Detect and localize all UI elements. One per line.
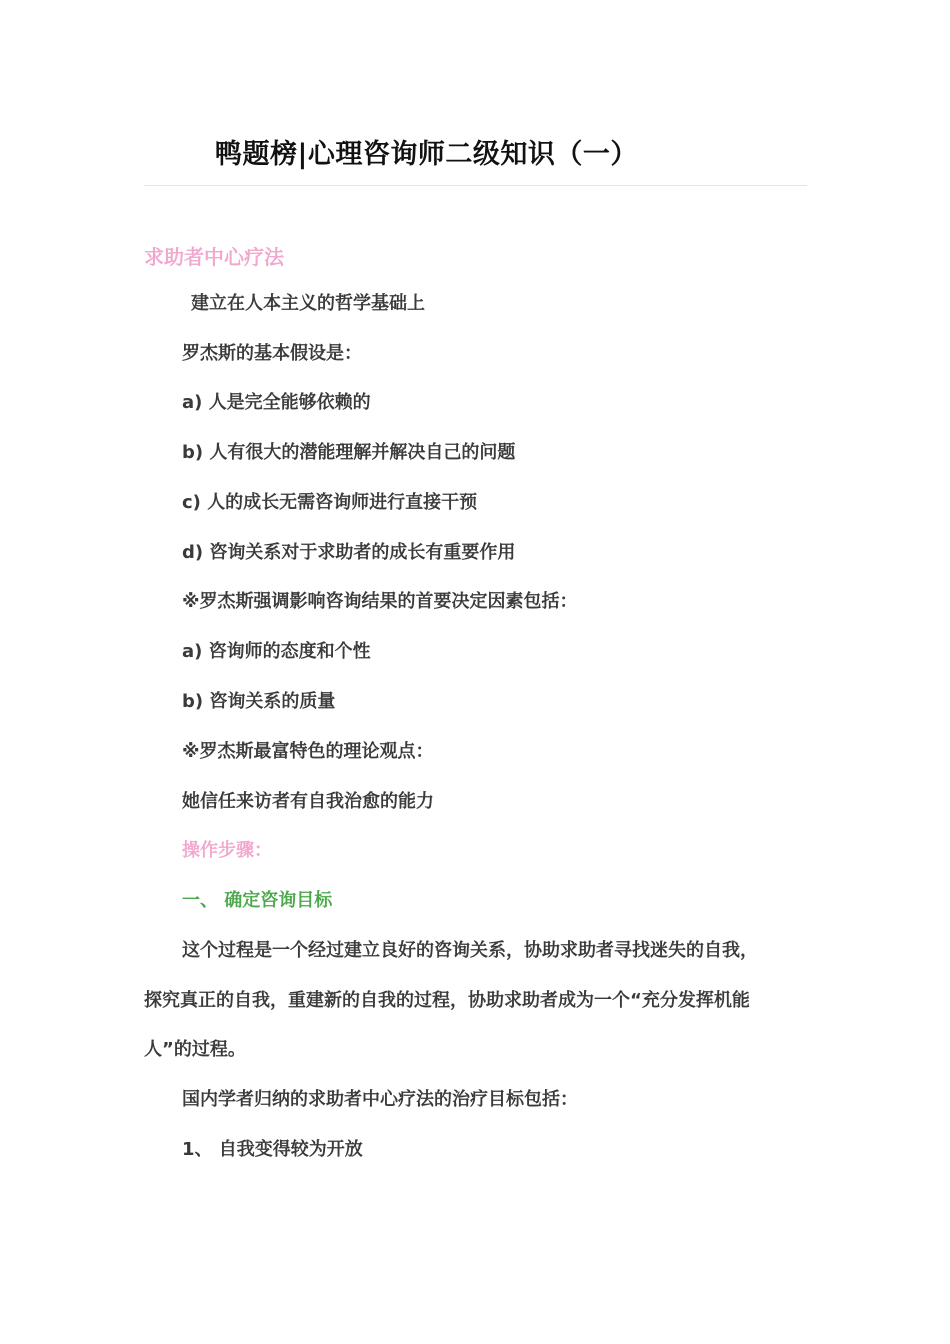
body-line: 罗杰斯的基本假设是： [182, 343, 362, 364]
paragraph-line: 这个过程是一个经过建立良好的咨询关系，协助求助者寻找迷失的自我， [182, 940, 758, 961]
page-title: 鸭题榜|心理咨询师二级知识（一） [215, 139, 638, 170]
paragraph-line: 人”的过程。 [144, 1039, 246, 1060]
list-item: c) 人的成长无需咨询师进行直接干预 [182, 492, 478, 513]
body-line: 建立在人本主义的哲学基础上 [191, 293, 425, 314]
list-item: 1、 自我变得较为开放 [182, 1139, 363, 1160]
body-line: 她信任来访者有自我治愈的能力 [182, 791, 434, 812]
list-item: d) 咨询关系对于求助者的成长有重要作用 [182, 542, 516, 563]
section-heading: 求助者中心疗法 [144, 245, 284, 269]
steps-heading: 操作步骤： [182, 840, 272, 861]
goals-intro: 国内学者归纳的求助者中心疗法的治疗目标包括： [182, 1089, 578, 1110]
body-line: ※罗杰斯最富特色的理论观点： [182, 741, 434, 762]
step-heading: 一、 确定咨询目标 [182, 890, 333, 911]
list-item: b) 人有很大的潜能理解并解决自己的问题 [182, 442, 516, 463]
body-line: ※罗杰斯强调影响咨询结果的首要决定因素包括： [182, 591, 578, 612]
title-divider [144, 185, 807, 186]
paragraph-line: 探究真正的自我，重建新的自我的过程，协助求助者成为一个“充分发挥机能 [144, 990, 750, 1011]
list-item: a) 咨询师的态度和个性 [182, 641, 371, 662]
list-item: b) 咨询关系的质量 [182, 691, 336, 712]
list-item: a) 人是完全能够依赖的 [182, 392, 371, 413]
